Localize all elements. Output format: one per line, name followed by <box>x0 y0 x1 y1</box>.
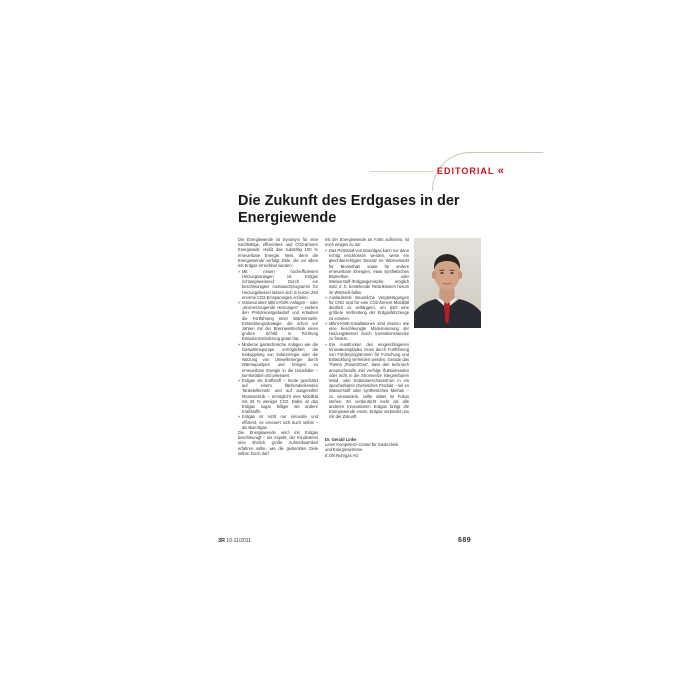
list-item: » Moderne gastechnische Anlagen wie die Gaswärmepumpe ermöglichen die Einkopplung von Solarenergie oder die Nutzung von Umweltenergie durch Wärmepumpen und bringen so erneuerbare Energie in die Haushalte – komfortabel und preiswert. <box>238 342 318 378</box>
author-title-line-2: und Energiesysteme <box>325 447 363 453</box>
author-signature <box>325 437 425 458</box>
footer-masthead <box>218 538 251 544</box>
list-item: » Mit neuen hocheffizienten Heizungsanlagen ist Erdgas richtungsweisend: Durch ein beschleunigtes Austauschprogramm für Heizungskessel lassen sich in kurzer Zeit enorme CO2-Einsparungen erzielen. <box>238 269 318 300</box>
author-portrait <box>414 238 481 328</box>
list-item: » Mikro-KWK-Installationen sind ebenso wie eine beschleunigte Modernisierung der Heizungskessel durch Investitionsanreize zu fördern. <box>325 321 409 342</box>
column1-intro: Die Energiewende ist Synonym für eine nachhaltige, effizientere und CO2-ärmere Energiewelt. Heißt das zukünftig 100 % erneuerbare Energie. Nein, denn die Energiewende verfolgt Ziele, die vor allem mit Erdgas erreichbar werden: <box>238 237 318 269</box>
author-title-line-1: Leiter Kompetenz-Center für Gastechnik <box>325 442 399 448</box>
article-title: Die Zukunft des Erdgases in der Energiewende <box>238 193 460 226</box>
list-item: » Erdgas ist nicht nur innovativ und effizient, es erneuert sich auch selbst – als Bioerdgas. <box>238 414 318 430</box>
article-column-2 <box>325 237 409 420</box>
list-item: » Erdgas als Kraftstoff – heute geschätzt auf einem flächendeckenden Tankstellennetz und auf ausgereifter Motortechnik – ermöglicht eine Mobilität mit 25 % weniger CO2. Dabei ist das Erdgas sogar billiger als andere Kraftstoffe. <box>238 378 318 414</box>
column2-intro: mit der Energiewende an Fahrt aufnimmt, ist noch einiges zu tun: <box>325 237 409 248</box>
column2-bullet-list <box>325 248 409 420</box>
list-item: » Auslaufende steuerliche Vergünstigungen für CNG sind für eine CO2-ärmere Mobilität deutlich zu verlängern, um jetzt eine größere Verbreitung der Erdgasfahrzeuge zu erzielen. <box>325 295 409 321</box>
author-company: E.ON Ruhrgas AG <box>325 452 359 458</box>
portrait-illustration <box>414 238 481 328</box>
section-tab <box>437 165 505 177</box>
section-rule <box>370 171 433 172</box>
list-item: » Das Potenzial von Bioerdgas kann nur dann richtig erschlossen werden, wenn ein gleichberechtigter Einsatz im Wärmemarkt für Biomethan sowie für andere erneuerbare Energien, etwa synthetisches Biomethan oder Wasserstoff-/Erdgasgemische, möglich wird, d. h. bestehende Restriktionen herum im Wärmeß-fallen. <box>325 248 409 295</box>
column1-bullet-list <box>238 269 318 430</box>
article-column-1 <box>238 237 318 457</box>
list-item: » Insbesondere Mikro-KWK-Anlagen – oder „stromerzeugende Heizungen“ – senken den Primärenergiebedarf und erlauben die Fortführung einer Wärmemarkt-Entwicklungsstrategie, die schon vor Jahren mit der Brennwerttechnik einen großen Schritt in Richtung Emissionsminderung getan hat. <box>238 300 318 342</box>
chevron-left-icon: « <box>497 165 505 177</box>
section-label: EDITORIAL <box>437 166 495 176</box>
column1-outro: Die Energiewende wird mit Erdgas beschleunigt – ein Aspekt, der mindestens eine ähnlich große Aufmerksamkeit erfahren sollte, wie die gesteckten Ziele selbst. Doch darf <box>238 430 318 456</box>
list-item: » Ein Ausdrücken des eingeschlagenen Innovationspfades muss durch Fortführung von Förderprogrammen für Forschung und Entwicklung verhindert werden. Gerade das Thema „Power2Gas“, dass den technisch anspruchsvolle Ziel verfolgt, fluktuierenden oder nicht in die Stromnetze integrierbaren Wind- oder Solarüberschussstrom in ein speicherbares chemisches Produkt – sei es Wasserstoff oder synthetisches Methan – zu verwandeln, sollte dabei im Fokus stehen. Es verdeutlicht mehr als alle anderen Innovationen Erdgas bringt die Energiewende voran, Erdgas verbindet uns mit der Zukunft. <box>325 342 409 420</box>
issue-number: 10-11/2011 <box>226 538 251 544</box>
page-number: 689 <box>458 537 472 544</box>
magazine-logo: 3R <box>218 538 226 544</box>
author-name: Dr. Gerald Linke <box>325 437 357 442</box>
